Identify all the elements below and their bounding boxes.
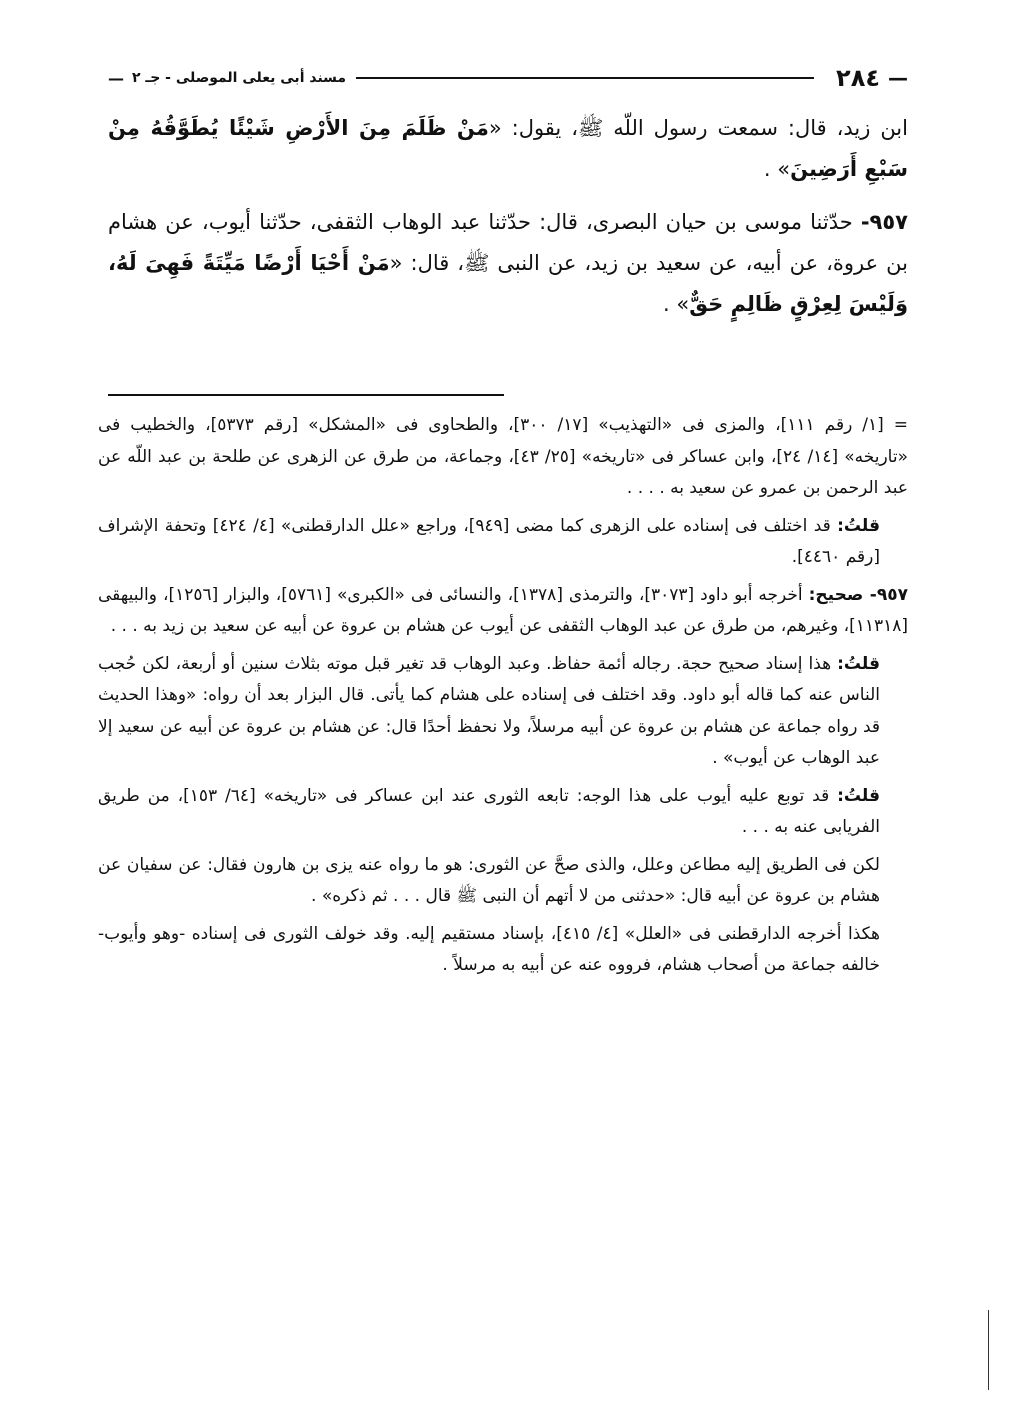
footnote-remark: [98, 649, 908, 775]
p1-end: » .: [763, 157, 791, 181]
remark-text: قد توبع عليه أيوب على هذا الوجه: تابعه الثورى عند ابن عساكر فى «تاريخه» [٦٤/ ١٥٣]، من طريق الفريابى عنه به . . .: [98, 785, 880, 837]
hadith-956-ending: [108, 108, 908, 190]
footnote-957-label: ٩٥٧- صحيح:: [808, 584, 908, 605]
p1-intro: ابن زيد، قال: سمعت رسول اللّه ﷺ، يقول: «: [488, 116, 908, 140]
remark-label: قلتُ:: [837, 785, 880, 806]
footnotes: [98, 410, 908, 988]
footnote-continuation: = [١/ رقم ١١١]، والمزى فى «التهذيب» [١٧/ ٣٠٠]، والطحاوى فى «المشكل» [رقم ٥٣٧٣]، والخطيب فى «تاريخه» [١٤/ ٢٤]، وابن عساكر فى «تاريخه» [٢٥/ ٤٣]، وجماعة، من طرق عن الزهرى عن طلحة بن عبد اللّه عن عبد الرحمن بن عمرو عن سعيد به . . . .: [98, 415, 909, 498]
remark-label: قلتُ:: [837, 515, 880, 536]
p2-end: » .: [663, 292, 690, 316]
footnote-divider: [108, 394, 504, 396]
footnote-remark: [98, 511, 908, 574]
footnote-957-text: أخرجه أبو داود [٣٠٧٣]، والترمذى [١٣٧٨]، والنسائى فى «الكبرى» [٥٧٦١]، والبزار [١٢٥٦]، والبيهقى [١١٣١٨]، وغيرهم، من طرق عن عبد الوهاب الثقفى عن أيوب عن هشام بن عروة عن أبيه عن سعيد بن زيد به . . .: [98, 584, 908, 636]
p1-quote: مَنْ ظَلَمَ مِنَ الأَرْضِ شَيْئًا يُطَوَّقُهُ مِنْ سَبْعِ أَرَضِينَ: [108, 116, 908, 181]
footnote-remark: [98, 781, 908, 844]
header-trail-dash: —: [108, 68, 124, 88]
header-rule: [356, 77, 814, 79]
footnote-paragraph: هكذا أخرجه الدارقطنى فى «العلل» [٤/ ٤١٥]، بإسناد مستقيم إليه. وقد خولف الثورى فى إسناده -وهو وأيوب- خالفه جماعة من أصحاب هشام، فرووه عنه عن أبيه به مرسلاً .: [98, 923, 880, 975]
margin-line: [988, 1310, 989, 1390]
running-title: مسند أبى يعلى الموصلى - جـ ٢: [132, 70, 347, 86]
footnote-paragraph: لكن فى الطريق إليه مطاعن وعلل، والذى صحَّ عن الثورى: هو ما رواه عنه يزى بن هارون فقال: عن سفيان عن هشام بن عروة عن أبيه قال: «حدثنى من لا أتهم أن النبى ﷺ قال . . . ثم ذكره» .: [98, 854, 880, 906]
remark-text: هذا إسناد صحيح حجة. رجاله أئمة حفاظ. وعبد الوهاب قد تغير قبل موته بثلاث سنين أو أربعة، لكن حُجب الناس عنه كما قاله أبو داود. وقد اختلف فى إسناده على هشام كما يأتى. قال البزار بعد أن رواه: «وهذا الحديث قد رواه جماعة عن هشام بن عروة عن أبيه مرسلاً، ولا نحفظ أحدًا قال: عن هشام بن عروة عن أبيه عن سعيد إلا عبد الوهاب عن أيوب» .: [98, 653, 880, 768]
p2-quote: مَنْ أَحْيَا أَرْضًا مَيِّتَةً فَهِىَ لَهُ، وَلَيْسَ لِعِرْقٍ ظَالِمٍ حَقٌّ: [108, 251, 908, 316]
header-dash: —: [888, 66, 908, 90]
remark-text: قد اختلف فى إسناده على الزهرى كما مضى [٩٤٩]، وراجع «علل الدارقطنى» [٤/ ٤٢٤] وتحفة الإشراف [رقم ٤٤٦٠].: [98, 515, 880, 567]
p2-text: حدّثنا موسى بن حيان البصرى، قال: حدّثنا عبد الوهاب الثقفى، حدّثنا أيوب، عن هشام بن عروة، عن أبيه، عن سعيد بن زيد، عن النبى ﷺ، قال: «: [108, 210, 908, 275]
page-number: ٢٨٤: [836, 64, 880, 92]
hadith-957: [108, 202, 908, 325]
footnote-957: [98, 580, 908, 643]
hadith-number: ٩٥٧-: [860, 210, 908, 234]
running-header: [108, 58, 908, 98]
remark-label: قلتُ:: [837, 653, 880, 674]
main-text: [108, 108, 908, 337]
